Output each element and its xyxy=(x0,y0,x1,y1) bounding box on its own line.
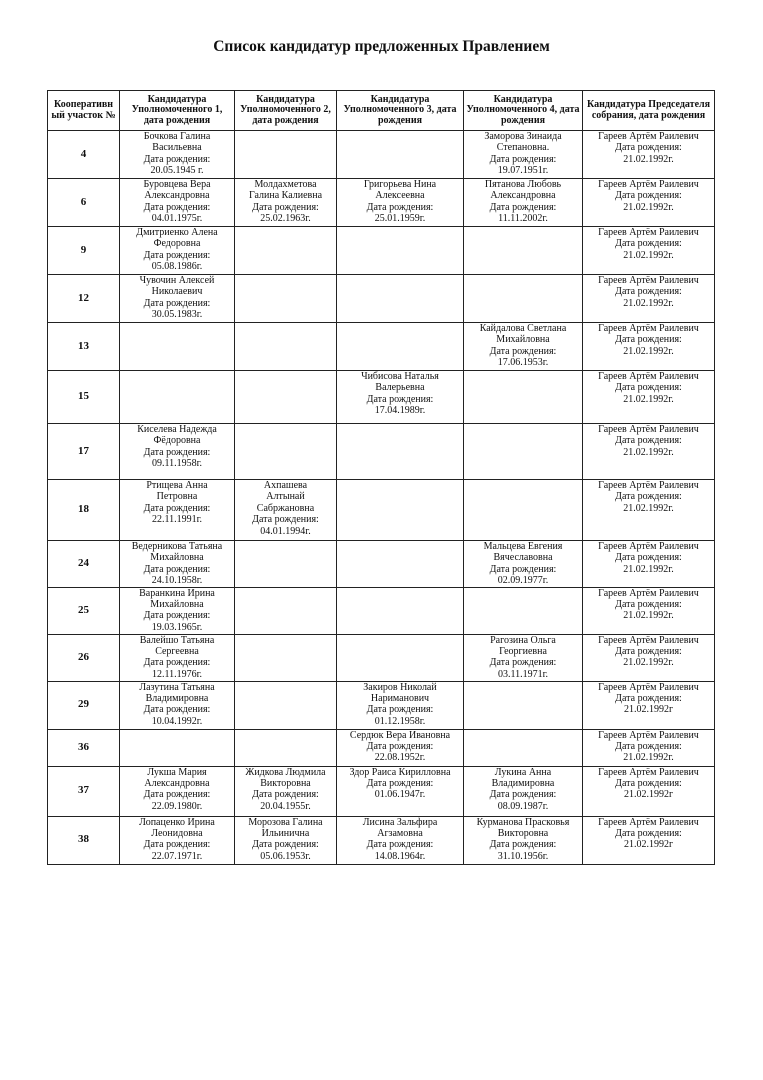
column-header-candidate-4: Кандидатура Уполномоченного 4, дата рождения xyxy=(464,91,583,131)
plot-number-cell: 36 xyxy=(48,729,120,766)
cell-text-line: 22.08.1952г. xyxy=(374,752,426,764)
cell-text-line: Гареев Артём Раилевич xyxy=(598,131,699,142)
candidate-cell-1 xyxy=(120,729,235,766)
cell-text-line: Дата рождения: xyxy=(143,297,211,309)
candidate-cell-2 xyxy=(235,634,337,681)
candidate-cell-3 xyxy=(337,587,464,634)
candidate-cell-3 xyxy=(337,816,464,864)
cell-text-line: Кайдалова Светлана xyxy=(479,323,567,334)
candidate-cell-3 xyxy=(337,681,464,729)
cell-text-line: Ахпашева xyxy=(263,480,308,491)
chairman-cell xyxy=(583,179,715,227)
cell-text-line: 03.11.1971г. xyxy=(497,668,549,680)
cell-text-line: Лазутина Татьяна xyxy=(139,681,215,693)
candidate-cell-4 xyxy=(464,424,583,480)
cell-text-line: Валерьевна xyxy=(375,382,425,394)
candidate-cell-3 xyxy=(337,371,464,424)
cell-text-line: Чибисова Наталья xyxy=(361,371,439,382)
candidate-cell-4 xyxy=(464,816,583,864)
cell-text-line: Георгиевна xyxy=(499,646,547,658)
cell-text-line: Сабржановна xyxy=(256,502,315,514)
cell-text-line: Дата рождения: xyxy=(615,552,682,564)
cell-text-line: Дата рождения: xyxy=(615,491,682,503)
cell-text-line: Дата рождения: xyxy=(615,238,682,250)
cell-text-line: Дата рождения: xyxy=(615,741,682,753)
cell-text-line: Гареев Артём Раилевич xyxy=(598,227,699,238)
candidate-cell-4 xyxy=(464,371,583,424)
candidate-cell-1 xyxy=(120,766,235,816)
cell-text-line: 01.12.1958г. xyxy=(374,715,426,727)
cell-text-line: Степановна. xyxy=(496,142,550,154)
candidate-cell-1 xyxy=(120,587,235,634)
cell-text-line: Александровна xyxy=(144,778,210,790)
cell-text-line: Закиров Николай xyxy=(363,681,437,693)
candidate-cell-3 xyxy=(337,729,464,766)
cell-text-line: Дата рождения: xyxy=(366,393,434,405)
candidate-cell-3 xyxy=(337,480,464,541)
cell-text-line: Дата рождения: xyxy=(143,610,211,622)
plot-number-cell: 26 xyxy=(48,634,120,681)
candidate-cell-3 xyxy=(337,424,464,480)
plot-number-cell: 38 xyxy=(48,816,120,864)
cell-text-line: Сергеевна xyxy=(155,646,199,658)
column-header-candidate-3: Кандидатура Уполномоченного 3, дата рождения xyxy=(337,91,464,131)
cell-text-line: Дата рождения: xyxy=(143,153,211,165)
cell-text-line: Здор Раиса Кирилловна xyxy=(349,766,451,778)
table-row xyxy=(48,179,715,227)
cell-text-line: Владимировна xyxy=(491,778,555,790)
table-row xyxy=(48,681,715,729)
table-row xyxy=(48,323,715,371)
cell-text-line: Дата рождения: xyxy=(489,201,557,213)
cell-text-line: Курманова Прасковья xyxy=(476,816,570,828)
candidate-cell-1 xyxy=(120,371,235,424)
plot-number-cell: 12 xyxy=(48,275,120,323)
candidate-cell-1 xyxy=(120,131,235,179)
cell-text-line: Дата рождения: xyxy=(366,201,434,213)
cell-text-line: Григорьева Нина xyxy=(363,179,437,190)
chairman-cell xyxy=(583,634,715,681)
candidate-cell-2 xyxy=(235,766,337,816)
cell-text-line: Александровна xyxy=(144,190,210,202)
candidate-cell-1 xyxy=(120,323,235,371)
cell-text-line: Дата рождения: xyxy=(615,646,682,658)
cell-text-line: Молдахметова xyxy=(254,179,317,190)
cell-text-line: Дата рождения: xyxy=(489,563,557,575)
candidate-cell-2 xyxy=(235,816,337,864)
candidate-cell-3 xyxy=(337,634,464,681)
cell-text-line: Дата рождения: xyxy=(489,789,557,801)
cell-text-line: 05.06.1953г. xyxy=(260,850,311,862)
cell-text-line: Нариманович xyxy=(370,693,430,705)
plot-number-cell: 9 xyxy=(48,227,120,275)
cell-text-line: 21.02.1992г. xyxy=(623,563,674,575)
table-row xyxy=(48,131,715,179)
candidate-cell-2 xyxy=(235,275,337,323)
candidate-cell-4 xyxy=(464,323,583,371)
candidate-cell-1 xyxy=(120,179,235,227)
cell-text-line: Рагозина Ольга xyxy=(490,634,556,646)
table-row xyxy=(48,816,715,864)
cell-text-line: Александровна xyxy=(490,190,556,202)
cell-text-line: 09.11.1958г. xyxy=(151,458,203,470)
candidate-cell-2 xyxy=(235,729,337,766)
candidate-cell-1 xyxy=(120,227,235,275)
cell-text-line: 25.01.1959г. xyxy=(374,213,426,225)
candidate-cell-1 xyxy=(120,541,235,588)
cell-text-line: 05.08.1986г. xyxy=(151,261,203,273)
table-row xyxy=(48,371,715,424)
cell-text-line: Дата рождения: xyxy=(615,435,682,447)
cell-text-line: Дата рождения: xyxy=(143,563,211,575)
cell-text-line: Киселева Надежда xyxy=(137,424,217,435)
cell-text-line: Фёдоровна xyxy=(153,435,201,447)
cell-text-line: Гареев Артём Раилевич xyxy=(598,323,699,334)
cell-text-line: 21.02.1992г xyxy=(623,839,674,851)
plot-number-cell: 24 xyxy=(48,541,120,588)
cell-text-line: Дата рождения: xyxy=(615,142,682,154)
cell-text-line: 11.11.2002г. xyxy=(498,213,548,225)
candidate-cell-1 xyxy=(120,424,235,480)
cell-text-line: Заморова Зинаида xyxy=(484,131,562,142)
cell-text-line: Дата рождения: xyxy=(489,657,557,669)
candidate-cell-4 xyxy=(464,275,583,323)
cell-text-line: Дата рождения: xyxy=(615,828,682,840)
cell-text-line: Дата рождения: xyxy=(143,249,211,261)
cell-text-line: Ртищева Анна xyxy=(146,480,208,491)
cell-text-line: Дата рождения: xyxy=(143,502,211,514)
cell-text-line: Гареев Артём Раилевич xyxy=(598,587,699,599)
cell-text-line: Лисина Зальфира xyxy=(362,816,438,828)
table-row xyxy=(48,275,715,323)
cell-text-line: Леонидовна xyxy=(151,828,203,840)
cell-text-line: 02.09.1977г. xyxy=(497,575,549,587)
cell-text-line: Михайловна xyxy=(150,599,204,611)
table-row xyxy=(48,766,715,816)
cell-text-line: Буровцева Вера xyxy=(143,179,211,190)
cell-text-line: Дата рождения: xyxy=(143,704,211,716)
table-row xyxy=(48,480,715,541)
chairman-cell xyxy=(583,681,715,729)
cell-text-line: Гареев Артём Раилевич xyxy=(598,634,699,646)
plot-number-cell: 25 xyxy=(48,587,120,634)
cell-text-line: 21.02.1992г. xyxy=(623,345,674,357)
column-header-candidate-2: Кандидатура Уполномоченного 2, дата рождения xyxy=(235,91,337,131)
cell-text-line: Викторовна xyxy=(260,778,311,790)
cell-text-line: 19.03.1965г. xyxy=(151,621,203,633)
cell-text-line: Гареев Артём Раилевич xyxy=(598,816,699,828)
chairman-cell xyxy=(583,371,715,424)
candidate-cell-4 xyxy=(464,729,583,766)
cell-text-line: Бочкова Галина xyxy=(143,131,211,142)
plot-number-cell: 6 xyxy=(48,179,120,227)
cell-text-line: 20.05.1945 г. xyxy=(150,165,204,177)
candidate-cell-1 xyxy=(120,480,235,541)
candidate-cell-4 xyxy=(464,179,583,227)
cell-text-line: Гареев Артём Раилевич xyxy=(598,729,699,741)
candidate-cell-2 xyxy=(235,424,337,480)
cell-text-line: Дата рождения: xyxy=(143,839,211,851)
cell-text-line: 04.01.1975г. xyxy=(151,213,203,225)
cell-text-line: 10.04.1992г. xyxy=(151,715,203,727)
cell-text-line: 20.04.1955г. xyxy=(260,800,311,812)
cell-text-line: Сердюк Вера Ивановна xyxy=(349,729,451,741)
candidate-cell-4 xyxy=(464,766,583,816)
table-row xyxy=(48,729,715,766)
candidate-cell-3 xyxy=(337,179,464,227)
chairman-cell xyxy=(583,541,715,588)
cell-text-line: Алтынай xyxy=(266,491,305,503)
cell-text-line: 31.10.1956г. xyxy=(497,850,549,862)
cell-text-line: Дата рождения: xyxy=(615,190,682,202)
cell-text-line: 21.02.1992г. xyxy=(623,657,674,669)
chairman-cell xyxy=(583,323,715,371)
cell-text-line: Гареев Артём Раилевич xyxy=(598,766,699,778)
cell-text-line: Дата рождения: xyxy=(143,201,211,213)
chairman-cell xyxy=(583,480,715,541)
chairman-cell xyxy=(583,131,715,179)
cell-text-line: 21.02.1992г. xyxy=(623,446,674,458)
cell-text-line: 19.07.1951г. xyxy=(497,165,549,177)
column-header-plot: Кооперативн ый участок № xyxy=(48,91,120,131)
cell-text-line: Жидкова Людмила xyxy=(245,766,326,778)
cell-text-line: Варанкина Ирина xyxy=(139,587,215,599)
candidate-cell-3 xyxy=(337,766,464,816)
cell-text-line: Гареев Артём Раилевич xyxy=(598,371,699,382)
table-row xyxy=(48,587,715,634)
cell-text-line: Дата рождения: xyxy=(143,789,211,801)
cell-text-line: Дата рождения: xyxy=(366,741,434,753)
cell-text-line: Лопаценко Ирина xyxy=(139,816,215,828)
cell-text-line: Дата рождения: xyxy=(366,704,434,716)
cell-text-line: 04.01.1994г. xyxy=(260,525,311,537)
plot-number-cell: 17 xyxy=(48,424,120,480)
chairman-cell xyxy=(583,275,715,323)
table-body xyxy=(48,131,715,865)
column-header-chairman: Кандидатура Председателя собрания, дата рождения xyxy=(583,91,715,131)
candidate-cell-1 xyxy=(120,634,235,681)
cell-text-line: 21.02.1992г. xyxy=(623,201,674,213)
cell-text-line: Ильинична xyxy=(261,828,310,840)
candidate-cell-2 xyxy=(235,131,337,179)
candidate-cell-3 xyxy=(337,323,464,371)
cell-text-line: Дата рождения: xyxy=(615,334,682,346)
candidate-cell-4 xyxy=(464,227,583,275)
candidate-cell-2 xyxy=(235,587,337,634)
chairman-cell xyxy=(583,816,715,864)
cell-text-line: Вячеславовна xyxy=(493,552,553,564)
table-row xyxy=(48,227,715,275)
candidate-cell-2 xyxy=(235,541,337,588)
candidate-cell-1 xyxy=(120,681,235,729)
cell-text-line: Дата рождения: xyxy=(489,153,557,165)
table-row xyxy=(48,634,715,681)
cell-text-line: Гареев Артём Раилевич xyxy=(598,480,699,491)
candidate-cell-3 xyxy=(337,131,464,179)
plot-number-cell: 4 xyxy=(48,131,120,179)
cell-text-line: 21.02.1992г xyxy=(623,789,674,801)
column-header-candidate-1: Кандидатура Уполномоченного 1, дата рождения xyxy=(120,91,235,131)
cell-text-line: Дата рождения: xyxy=(252,839,319,851)
candidate-cell-1 xyxy=(120,816,235,864)
plot-number-cell: 18 xyxy=(48,480,120,541)
cell-text-line: 01.06.1947г. xyxy=(374,789,426,801)
cell-text-line: 24.10.1958г. xyxy=(151,575,203,587)
plot-number-cell: 37 xyxy=(48,766,120,816)
cell-text-line: Дата рождения: xyxy=(615,382,682,394)
cell-text-line: Гареев Артём Раилевич xyxy=(598,179,699,190)
chairman-cell xyxy=(583,729,715,766)
document-title: Список кандидатур предложенных Правлением xyxy=(213,38,550,55)
candidate-cell-2 xyxy=(235,681,337,729)
cell-text-line: Чувочин Алексей xyxy=(139,275,215,286)
cell-text-line: 21.02.1992г. xyxy=(623,752,674,764)
cell-text-line: 21.02.1992г. xyxy=(623,297,674,309)
candidates-table xyxy=(47,90,715,865)
cell-text-line: Дата рождения: xyxy=(615,599,682,611)
cell-text-line: 21.02.1992г. xyxy=(623,153,674,165)
cell-text-line: Дата рождения: xyxy=(489,839,557,851)
cell-text-line: Ведерникова Татьяна xyxy=(131,541,223,552)
candidate-cell-2 xyxy=(235,227,337,275)
plot-number-cell: 15 xyxy=(48,371,120,424)
candidate-cell-1 xyxy=(120,275,235,323)
cell-text-line: Федоровна xyxy=(153,238,201,250)
cell-text-line: Гареев Артём Раилевич xyxy=(598,681,699,693)
plot-number-cell: 29 xyxy=(48,681,120,729)
cell-text-line: 08.09.1987г. xyxy=(497,800,549,812)
cell-text-line: Дата рождения: xyxy=(615,286,682,298)
cell-text-line: Пятанова Любовь xyxy=(484,179,562,190)
cell-text-line: Гареев Артём Раилевич xyxy=(598,541,699,552)
cell-text-line: Лукина Анна xyxy=(494,766,552,778)
cell-text-line: 21.02.1992г. xyxy=(623,393,674,405)
cell-text-line: 21.02.1992г. xyxy=(623,610,674,622)
cell-text-line: 30.05.1983г. xyxy=(151,309,203,321)
cell-text-line: Дмитриенко Алена xyxy=(136,227,218,238)
cell-text-line: Гареев Артём Раилевич xyxy=(598,424,699,435)
cell-text-line: 21.02.1992г xyxy=(623,704,674,716)
cell-text-line: Валейшо Татьяна xyxy=(139,634,215,646)
cell-text-line: 25.02.1963г. xyxy=(260,213,311,225)
candidate-cell-4 xyxy=(464,587,583,634)
cell-text-line: 14.08.1964г. xyxy=(374,850,426,862)
chairman-cell xyxy=(583,587,715,634)
cell-text-line: Дата рождения: xyxy=(366,778,434,790)
cell-text-line: Васильевна xyxy=(152,142,202,154)
candidate-cell-2 xyxy=(235,323,337,371)
candidate-cell-3 xyxy=(337,227,464,275)
cell-text-line: Дата рождения: xyxy=(489,345,557,357)
cell-text-line: 17.06.1953г. xyxy=(497,357,549,369)
cell-text-line: Морозова Галина xyxy=(248,816,323,828)
cell-text-line: 12.11.1976г. xyxy=(151,668,203,680)
plot-number-cell: 13 xyxy=(48,323,120,371)
table-row xyxy=(48,541,715,588)
candidate-cell-4 xyxy=(464,541,583,588)
candidate-cell-3 xyxy=(337,275,464,323)
cell-text-line: Викторовна xyxy=(497,828,549,840)
candidate-cell-4 xyxy=(464,480,583,541)
cell-text-line: Дата рождения: xyxy=(615,693,682,705)
cell-text-line: Гареев Артём Раилевич xyxy=(598,275,699,286)
cell-text-line: 17.04.1989г. xyxy=(374,405,426,417)
cell-text-line: Дата рождения: xyxy=(615,778,682,790)
cell-text-line: Дата рождения: xyxy=(252,514,319,526)
candidate-cell-4 xyxy=(464,131,583,179)
cell-text-line: Агзамовна xyxy=(377,828,423,840)
cell-text-line: Галина Калиевна xyxy=(248,190,323,202)
cell-text-line: Дата рождения: xyxy=(252,201,319,213)
cell-text-line: Дата рождения: xyxy=(252,789,319,801)
candidate-cell-2 xyxy=(235,371,337,424)
candidate-cell-4 xyxy=(464,681,583,729)
cell-text-line: Михайловна xyxy=(496,334,550,346)
candidate-cell-2 xyxy=(235,179,337,227)
cell-text-line: 21.02.1992г. xyxy=(623,249,674,261)
cell-text-line: Петровна xyxy=(156,491,198,503)
candidate-cell-3 xyxy=(337,541,464,588)
cell-text-line: Владимировна xyxy=(145,693,209,705)
candidate-cell-4 xyxy=(464,634,583,681)
cell-text-line: Николаевич xyxy=(151,286,203,298)
chairman-cell xyxy=(583,766,715,816)
cell-text-line: Дата рождения: xyxy=(143,446,211,458)
cell-text-line: Лукша Мария xyxy=(147,766,207,778)
table-header-row xyxy=(48,91,715,131)
cell-text-line: Дата рождения: xyxy=(143,657,211,669)
cell-text-line: Михайловна xyxy=(150,552,204,564)
table-row xyxy=(48,424,715,480)
cell-text-line: Алексеевна xyxy=(375,190,425,202)
cell-text-line: 22.11.1991г. xyxy=(151,514,203,526)
cell-text-line: Мальцева Евгения xyxy=(483,541,563,552)
cell-text-line: Дата рождения: xyxy=(366,839,434,851)
chairman-cell xyxy=(583,227,715,275)
cell-text-line: 22.09.1980г. xyxy=(151,800,203,812)
chairman-cell xyxy=(583,424,715,480)
cell-text-line: 22.07.1971г. xyxy=(151,850,203,862)
cell-text-line: 21.02.1992г. xyxy=(623,502,674,514)
candidate-cell-2 xyxy=(235,480,337,541)
